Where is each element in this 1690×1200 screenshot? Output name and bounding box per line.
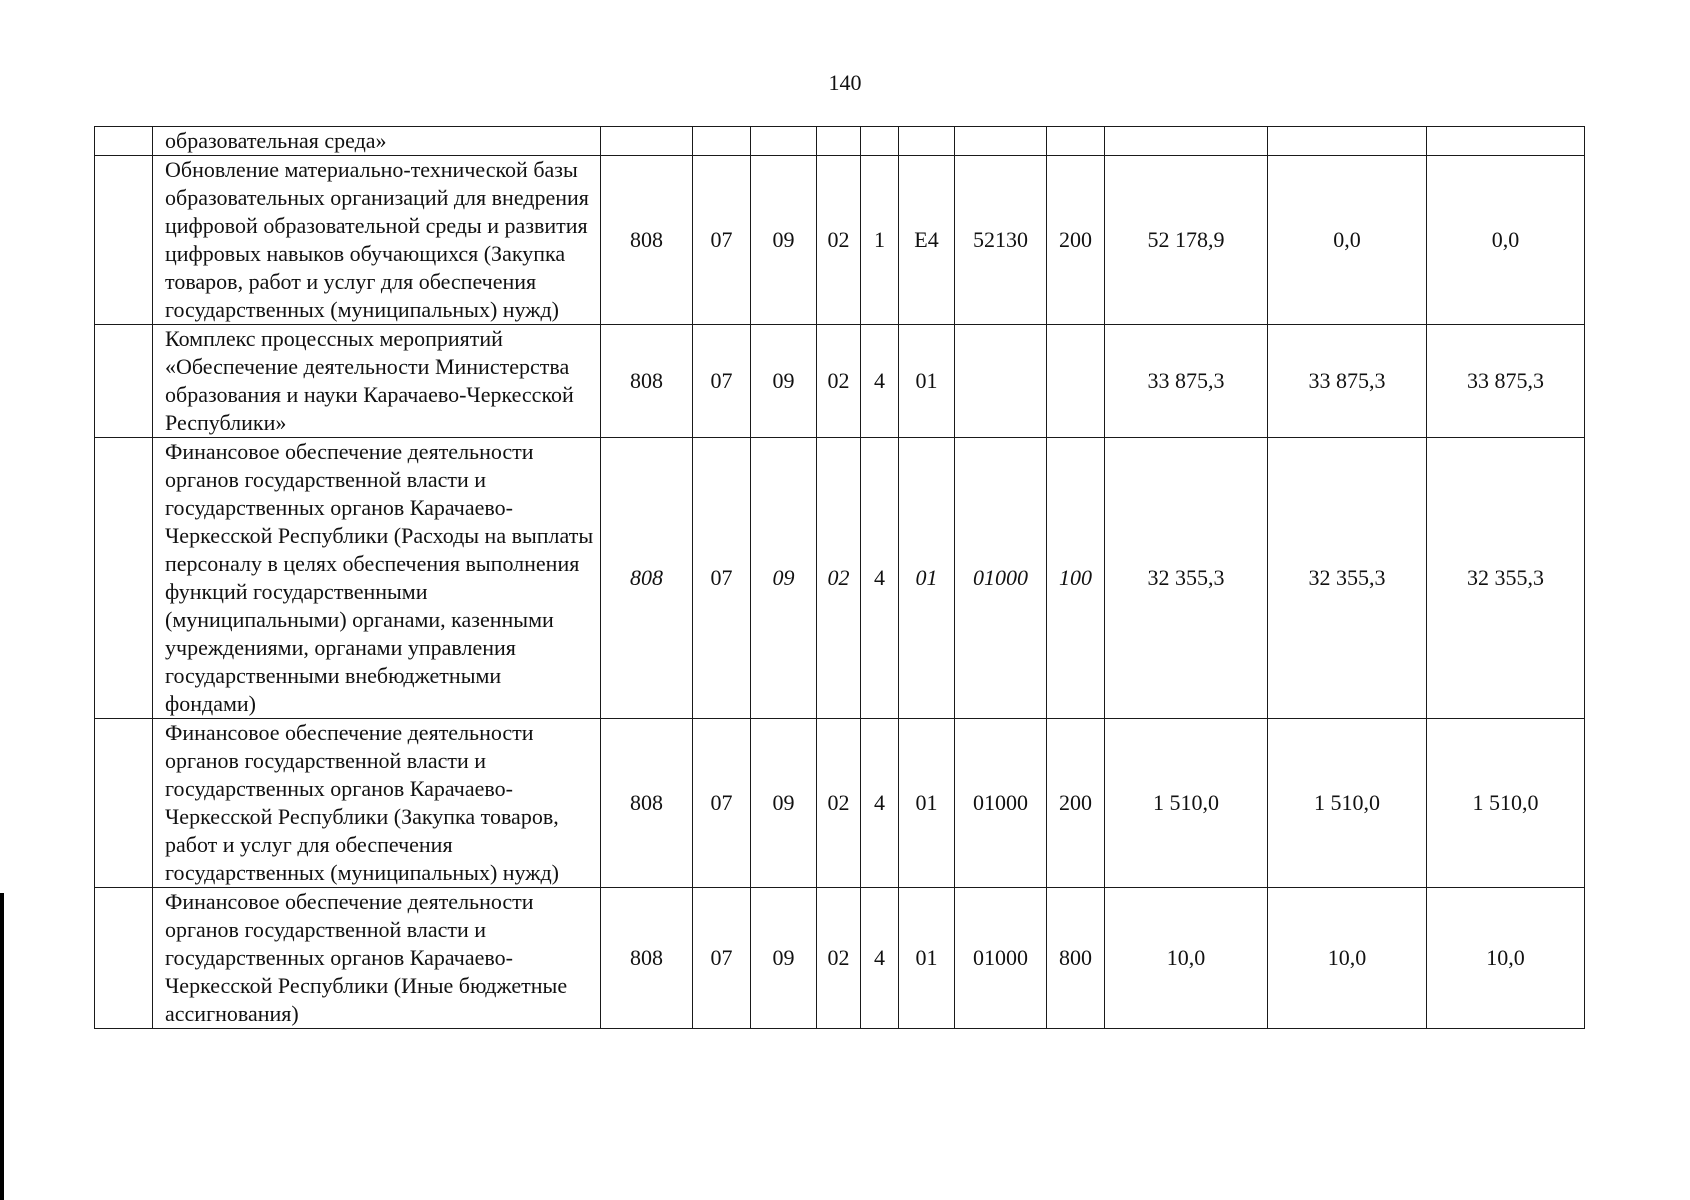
amount-year2-cell: 32 355,3 <box>1268 438 1427 719</box>
amount-year1-cell: 33 875,3 <box>1105 325 1268 438</box>
subsection-cell: 09 <box>751 156 817 325</box>
amount-year1-cell: 10,0 <box>1105 888 1268 1029</box>
ministry-code-cell: 808 <box>601 438 693 719</box>
direction-cell: 01000 <box>955 888 1047 1029</box>
description-cell: Финансовое обеспечение деятельности органов государственной власти и государственных органов Карачаево-Черкесской Республики (Закупка товаров, работ и услуг для обеспечения государственных (муниципальных) нужд) <box>153 719 601 888</box>
amount-year3-cell: 10,0 <box>1427 888 1585 1029</box>
expense-type-cell: 200 <box>1047 156 1105 325</box>
budget-table <box>94 126 1585 1029</box>
section-cell: 07 <box>693 156 751 325</box>
table-row <box>95 719 1585 888</box>
direction-cell: 01000 <box>955 438 1047 719</box>
project-cell: 01 <box>899 438 955 719</box>
program-cell: 02 <box>817 719 861 888</box>
number-cell <box>95 888 153 1029</box>
expense-type-cell: 800 <box>1047 888 1105 1029</box>
subprogram-cell: 4 <box>861 438 899 719</box>
amount-year2-cell: 10,0 <box>1268 888 1427 1029</box>
description-cell: Комплекс процессных мероприятий «Обеспечение деятельности Министерства образования и науки Карачаево-Черкесской Республики» <box>153 325 601 438</box>
ministry-code-cell: 808 <box>601 156 693 325</box>
program-cell: 02 <box>817 325 861 438</box>
direction-cell: 52130 <box>955 156 1047 325</box>
program-cell <box>817 127 861 156</box>
number-cell <box>95 325 153 438</box>
table-row <box>95 325 1585 438</box>
description-cell: Финансовое обеспечение деятельности органов государственной власти и государственных органов Карачаево-Черкесской Республики (Расходы на выплаты персоналу в целях обеспечения выполнения функций государственными (муниципальными) органами, казенными учреждениями, органами управления государственными внебюджетными фондами) <box>153 438 601 719</box>
section-cell: 07 <box>693 325 751 438</box>
project-cell: 01 <box>899 888 955 1029</box>
program-cell: 02 <box>817 888 861 1029</box>
amount-year3-cell: 33 875,3 <box>1427 325 1585 438</box>
amount-year3-cell: 32 355,3 <box>1427 438 1585 719</box>
description-cell: Финансовое обеспечение деятельности органов государственной власти и государственных органов Карачаево-Черкесской Республики (Иные бюджетные ассигнования) <box>153 888 601 1029</box>
subprogram-cell <box>861 127 899 156</box>
subsection-cell: 09 <box>751 325 817 438</box>
subsection-cell: 09 <box>751 438 817 719</box>
number-cell <box>95 156 153 325</box>
section-cell: 07 <box>693 888 751 1029</box>
section-cell: 07 <box>693 719 751 888</box>
direction-cell <box>955 325 1047 438</box>
ministry-code-cell <box>601 127 693 156</box>
description-cell: Обновление материально-технической базы образовательных организаций для внедрения цифровой образовательной среды и развития цифровых навыков обучающихся (Закупка товаров, работ и услуг для обеспечения государственных (муниципальных) нужд) <box>153 156 601 325</box>
expense-type-cell: 200 <box>1047 719 1105 888</box>
ministry-code-cell: 808 <box>601 719 693 888</box>
amount-year3-cell <box>1427 127 1585 156</box>
direction-cell <box>955 127 1047 156</box>
amount-year2-cell <box>1268 127 1427 156</box>
amount-year1-cell: 52 178,9 <box>1105 156 1268 325</box>
amount-year1-cell: 32 355,3 <box>1105 438 1268 719</box>
expense-type-cell: 100 <box>1047 438 1105 719</box>
project-cell: E4 <box>899 156 955 325</box>
number-cell <box>95 438 153 719</box>
expense-type-cell <box>1047 127 1105 156</box>
expense-type-cell <box>1047 325 1105 438</box>
number-cell <box>95 127 153 156</box>
project-cell: 01 <box>899 719 955 888</box>
program-cell: 02 <box>817 438 861 719</box>
amount-year1-cell <box>1105 127 1268 156</box>
subprogram-cell: 1 <box>861 156 899 325</box>
subsection-cell: 09 <box>751 719 817 888</box>
ministry-code-cell: 808 <box>601 888 693 1029</box>
amount-year2-cell: 1 510,0 <box>1268 719 1427 888</box>
direction-cell: 01000 <box>955 719 1047 888</box>
description-cell: образовательная среда» <box>153 127 601 156</box>
table-row <box>95 127 1585 156</box>
subprogram-cell: 4 <box>861 888 899 1029</box>
subsection-cell: 09 <box>751 888 817 1029</box>
program-cell: 02 <box>817 156 861 325</box>
table-row <box>95 156 1585 325</box>
section-cell: 07 <box>693 438 751 719</box>
subprogram-cell: 4 <box>861 719 899 888</box>
subsection-cell <box>751 127 817 156</box>
amount-year3-cell: 1 510,0 <box>1427 719 1585 888</box>
page-number: 140 <box>828 70 862 95</box>
amount-year2-cell: 33 875,3 <box>1268 325 1427 438</box>
project-cell <box>899 127 955 156</box>
scan-edge-line <box>0 893 4 1200</box>
amount-year1-cell: 1 510,0 <box>1105 719 1268 888</box>
amount-year2-cell: 0,0 <box>1268 156 1427 325</box>
section-cell <box>693 127 751 156</box>
amount-year3-cell: 0,0 <box>1427 156 1585 325</box>
table-row <box>95 438 1585 719</box>
ministry-code-cell: 808 <box>601 325 693 438</box>
table-row <box>95 888 1585 1029</box>
subprogram-cell: 4 <box>861 325 899 438</box>
project-cell: 01 <box>899 325 955 438</box>
number-cell <box>95 719 153 888</box>
